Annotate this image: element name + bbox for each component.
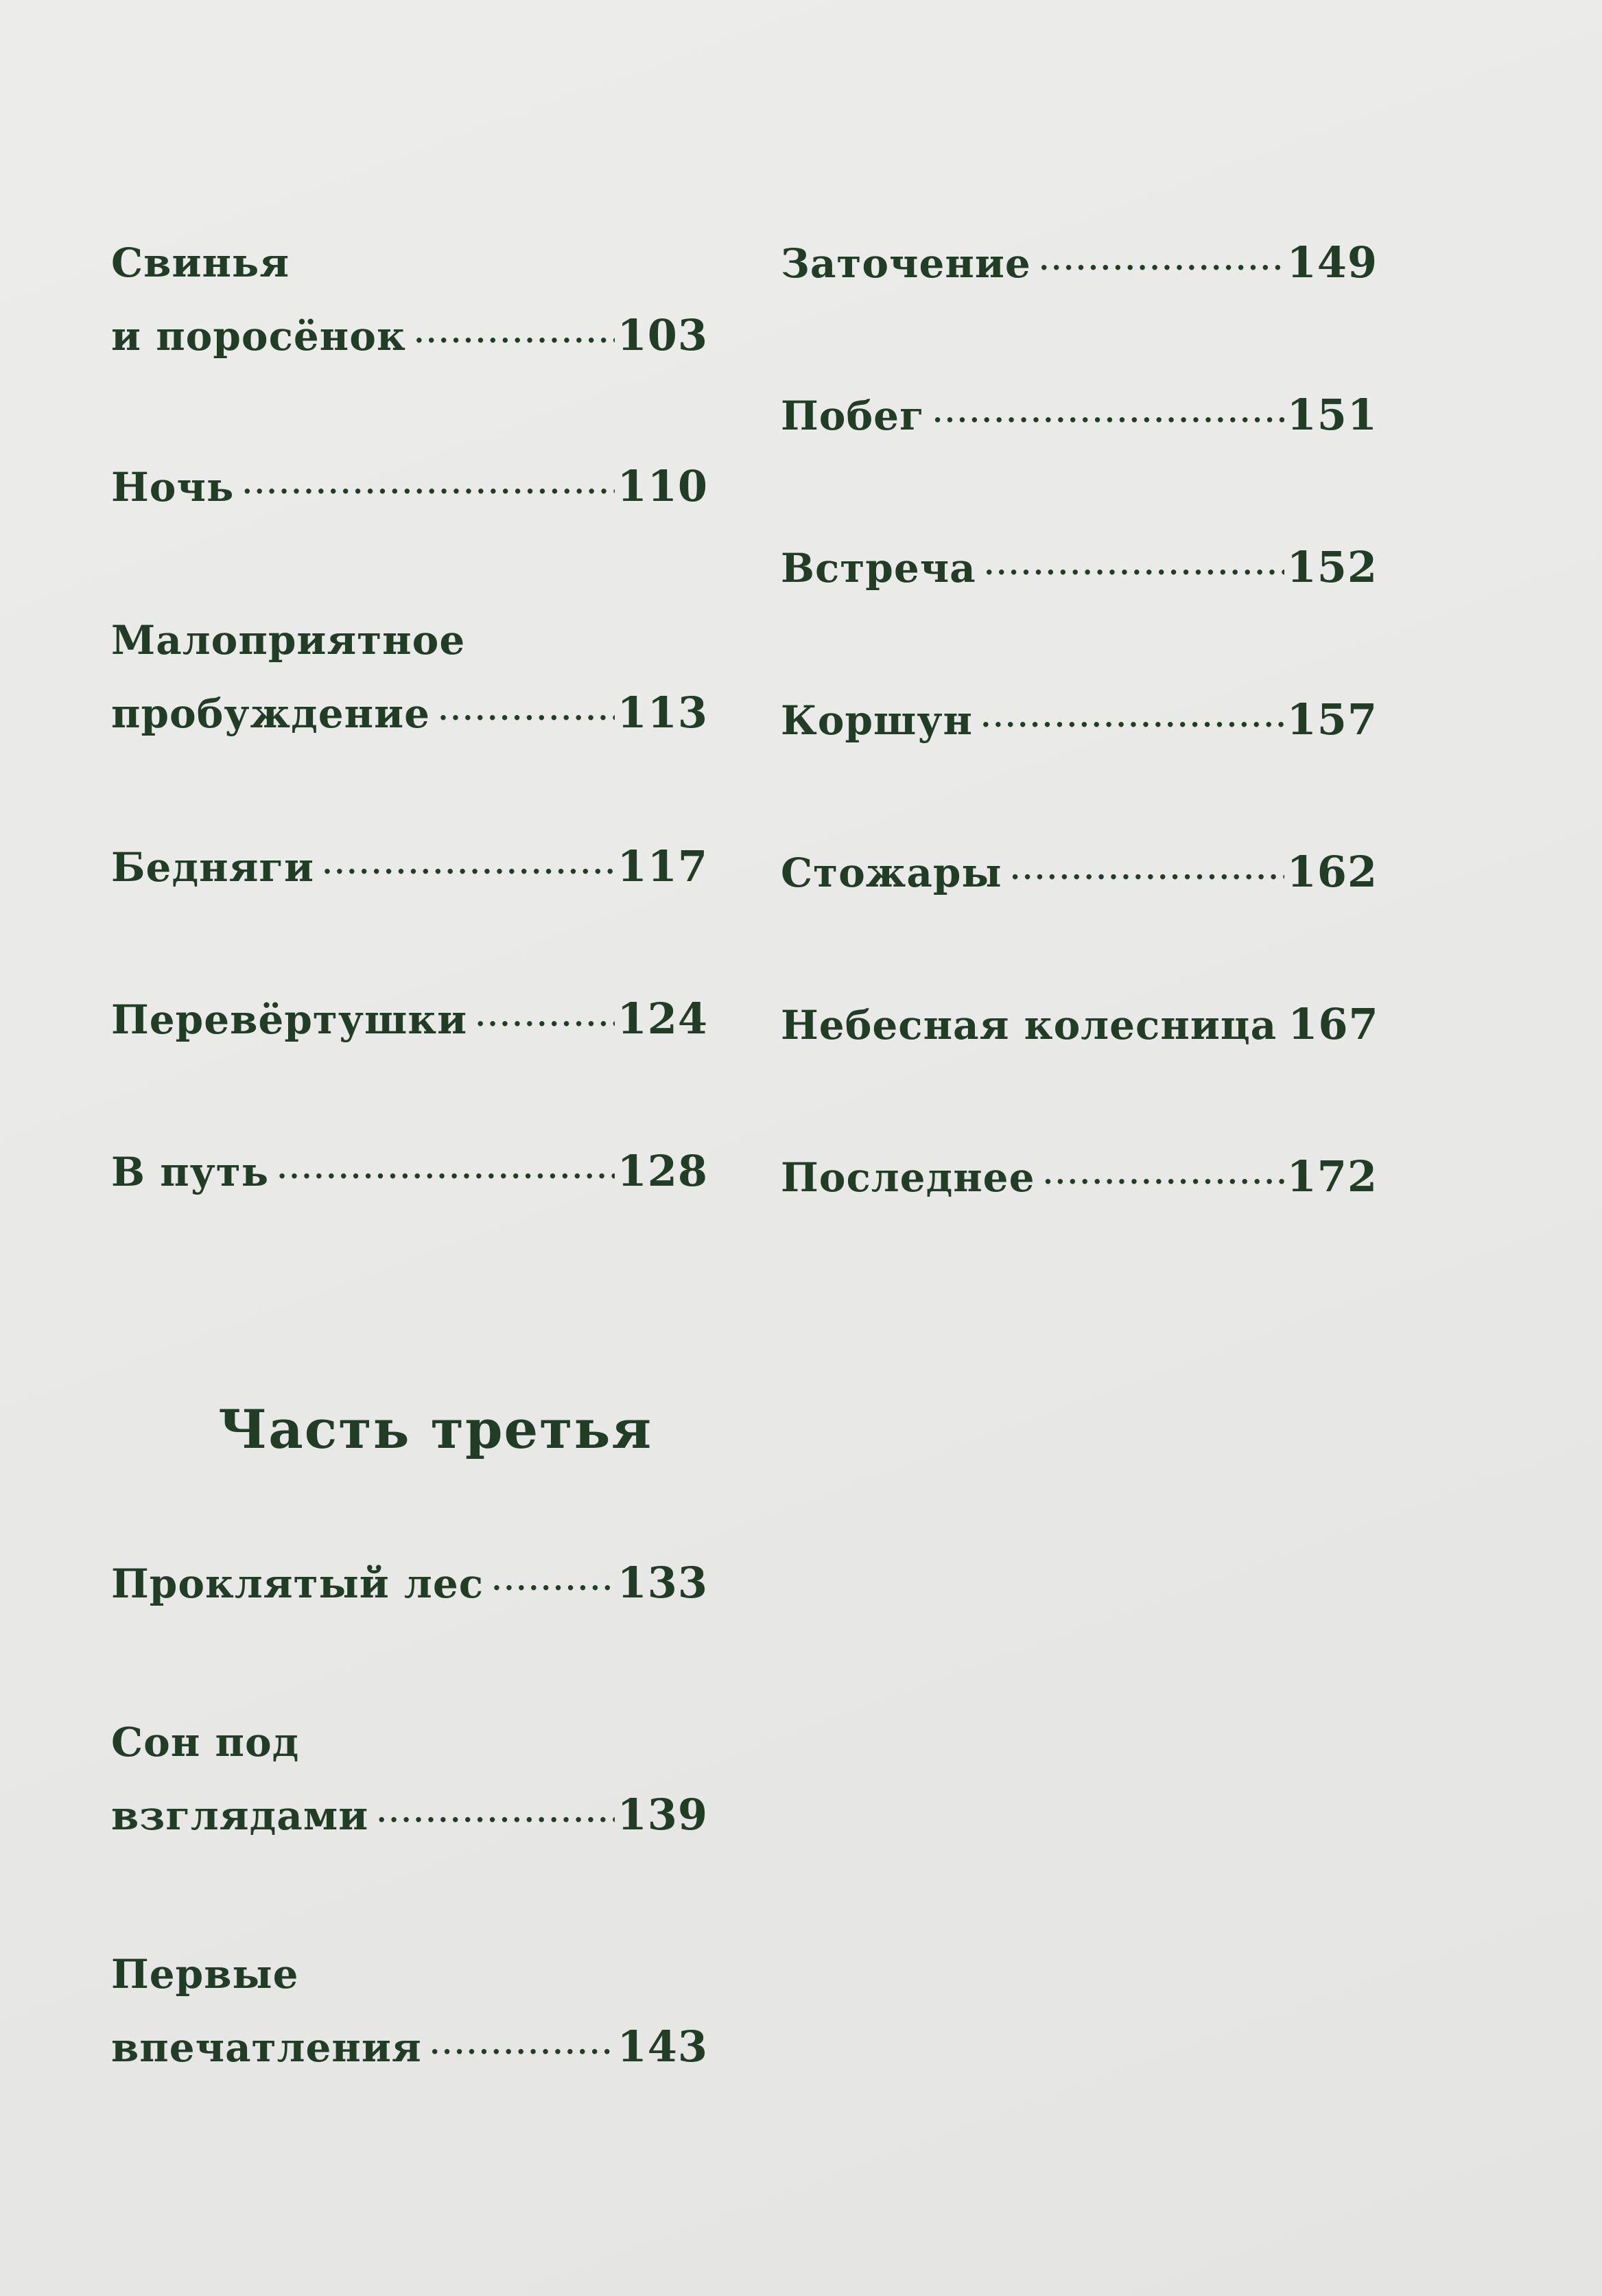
part-heading: Часть третья xyxy=(218,1398,653,1461)
toc-entry-title-line: Сон под xyxy=(111,1719,300,1766)
toc-left-column xyxy=(111,226,708,1213)
toc-page-number: 117 xyxy=(617,841,708,891)
toc-page-number: 110 xyxy=(617,461,708,511)
toc-page-number: 133 xyxy=(617,1558,708,1608)
toc-entry xyxy=(111,830,708,909)
toc-entry xyxy=(781,836,1378,914)
toc-page-number: 149 xyxy=(1286,237,1378,288)
toc-entry xyxy=(781,531,1378,609)
toc-entry-title: Небесная колесница xyxy=(781,1002,1277,1049)
toc-entry-title-line: взглядами xyxy=(111,1792,369,1839)
toc-entry-title: Встреча xyxy=(781,545,976,591)
toc-entry-title: Перевёртушки xyxy=(111,996,468,1043)
toc-page-number: 143 xyxy=(617,2022,708,2072)
dot-leader xyxy=(981,689,1284,762)
dot-leader xyxy=(1039,232,1284,305)
toc-entry-title: Бедняги xyxy=(111,844,314,891)
toc-entry-title: Побег xyxy=(781,393,925,439)
toc-entry-title-line: Малоприятное xyxy=(111,617,466,664)
toc-page-number: 128 xyxy=(617,1146,708,1196)
toc-entry xyxy=(111,226,708,377)
dot-leader xyxy=(377,1784,614,1857)
dot-leader xyxy=(242,456,614,528)
dot-leader xyxy=(414,305,615,377)
toc-entry xyxy=(111,604,708,755)
toc-entry-title-line: и поросёнок xyxy=(111,313,406,360)
toc-entry xyxy=(781,379,1378,457)
toc-entry-title: В путь xyxy=(111,1149,270,1195)
dot-leader xyxy=(1043,1146,1284,1219)
toc-page-number: 113 xyxy=(617,688,708,738)
toc-entry xyxy=(111,983,708,1061)
toc-page-number: 157 xyxy=(1286,694,1378,745)
dot-leader xyxy=(322,836,615,909)
toc-entry xyxy=(111,1547,708,1625)
dot-leader xyxy=(1011,841,1284,914)
toc-entry-title: Проклятый лес xyxy=(111,1560,484,1607)
dot-leader xyxy=(438,682,615,755)
toc-entry-title-line: впечатления xyxy=(111,2024,422,2071)
toc-entry-title-line: Свинья xyxy=(111,239,290,286)
toc-entry-title: Последнее xyxy=(781,1154,1035,1201)
toc-entry-title-line: Первые xyxy=(111,1951,299,1998)
toc-entry xyxy=(111,1706,708,1857)
part-three-entries xyxy=(111,1547,708,2089)
toc-page-number: 151 xyxy=(1286,390,1378,440)
toc-entry xyxy=(111,450,708,528)
toc-entry xyxy=(111,1135,708,1213)
toc-entry xyxy=(781,988,1378,1066)
toc-entry-title: Стожары xyxy=(781,850,1002,896)
toc-page-number: 162 xyxy=(1286,847,1378,897)
dot-leader xyxy=(475,988,614,1061)
toc-page-number: 124 xyxy=(617,994,708,1044)
toc-entry xyxy=(111,1938,708,2089)
toc-entry xyxy=(781,683,1378,762)
toc-page-number: 152 xyxy=(1286,542,1378,592)
toc-right-column xyxy=(781,226,1378,1219)
toc-entry-title: Ночь xyxy=(111,464,235,511)
toc-page-number: 139 xyxy=(617,1790,708,1840)
toc-entry xyxy=(781,1140,1378,1219)
dot-leader xyxy=(430,2016,615,2089)
toc-entry-title: Коршун xyxy=(781,697,973,744)
toc-entry xyxy=(781,226,1378,305)
dot-leader xyxy=(985,537,1284,609)
dot-leader xyxy=(492,1552,615,1625)
toc-page-number: 103 xyxy=(617,310,708,360)
toc-entry-title-line: пробуждение xyxy=(111,690,431,737)
dot-leader xyxy=(277,1140,614,1213)
dot-leader xyxy=(933,384,1284,457)
toc-page-number: 167 xyxy=(1288,999,1379,1049)
toc-entry-title: Заточение xyxy=(781,240,1031,287)
toc-page-number: 172 xyxy=(1286,1151,1378,1202)
